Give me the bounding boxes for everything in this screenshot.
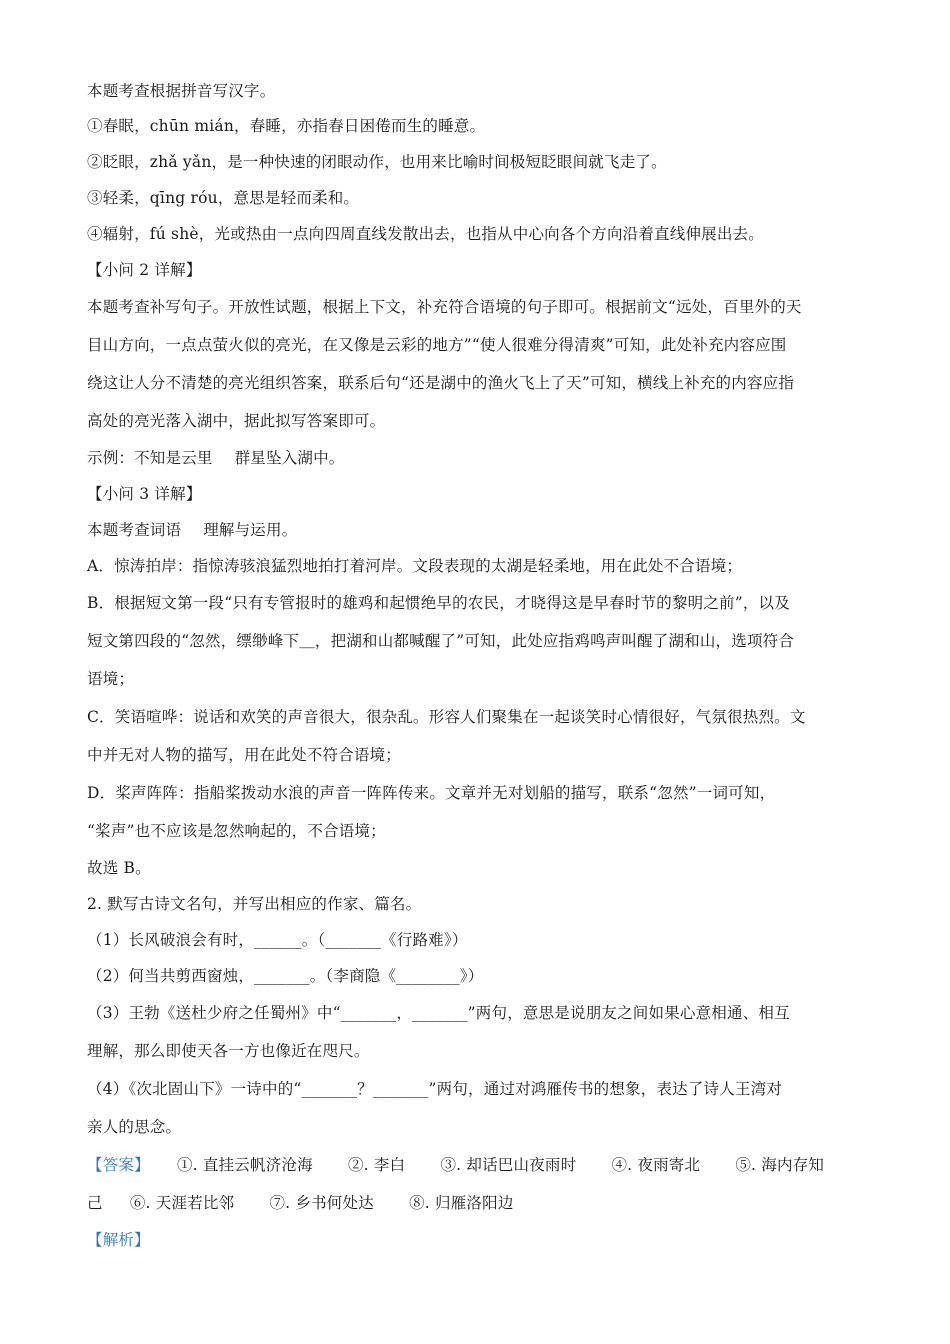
answer-row-2: [87, 1184, 865, 1222]
q2-line-4: 高处的亮光落入湖中，据此拟写答案即可。: [87, 412, 386, 430]
q2-example: [87, 440, 865, 476]
q2-line-1: 本题考查补写句子。开放性试题，根据上下文，补充符合语境的句子即可。根据前文“远处，百里外的天: [87, 298, 802, 316]
answer-item-7: ⑦. 乡书何处达: [269, 1194, 374, 1212]
q1-item-2: ②眨眼，zhǎ yǎn，是一种快速的闭眼动作，也用来比喻时间极短眨眼间就飞走了。: [87, 153, 667, 171]
q4-title: 2. 默写古诗文名句，并写出相应的作家、篇名。: [87, 895, 422, 913]
q3-option-c-line-2: 中并无对人物的描写，用在此处不符合语境；: [87, 746, 402, 764]
q4-part-1: （1）长风破浪会有时，______。（_______《行路难》）: [87, 931, 468, 949]
answer-item-8: ⑧. 归雁洛阳边: [409, 1194, 514, 1212]
q1-item-1: ①春眠，chūn mián，春睡，亦指春日困倦而生的睡意。: [87, 117, 486, 135]
answer-item-4: ④. 夜雨寄北: [611, 1156, 701, 1174]
q3-intro: [87, 512, 865, 548]
q1-intro: 本题考查根据拼音写汉字。: [87, 82, 276, 100]
q4-part-2: （2）何当共剪西窗烛，_______。（李商隐《________》）: [87, 967, 484, 985]
q4-part-3-line-1: （3）王勃《送杜少府之任蜀州》中“_______，_______”两句，意思是说朋友之间如果心意相通、相互: [87, 1004, 790, 1022]
answer-item-5-part-b: 己: [87, 1194, 103, 1212]
q3-option-d-line-2: “桨声”也不应该是忽然响起的，不合语境；: [87, 822, 386, 840]
q3-option-d-line-1: D．桨声阵阵：指船桨拨动水浪的声音一阵阵传来。文章并无对划船的描写，联系“忽然”一词可知，: [87, 784, 776, 802]
q2-example-part-a: 示例：不知是云里: [87, 449, 213, 467]
q4-part-3-line-2: 理解，那么即使天各一方也像近在咫尺。: [87, 1042, 370, 1060]
q2-line-2: 目山方向，一点点萤火似的亮光，在又像是云彩的地方”“使人很难分得清爽”可知，此处补充内容应围: [87, 336, 787, 354]
q3-conclusion: 故选 B。: [87, 859, 151, 877]
q3-option-b-line-1: B．根据短文第一段“只有专管报时的雄鸡和起惯绝早的农民，才晓得这是早春时节的黎明之前”，以及: [87, 594, 790, 612]
q3-option-c-line-1: C．笑语喧哗：说话和欢笑的声音很大，很杂乱。形容人们聚集在一起谈笑时心情很好，气氛很热烈。文: [87, 708, 806, 726]
answer-item-5-part-a: ⑤. 海内存知: [735, 1156, 825, 1174]
answer-item-6: ⑥. 天涯若比邻: [129, 1194, 235, 1212]
q3-option-a: A．惊涛拍岸：指惊涛骇浪猛烈地拍打着河岸。文段表现的太湖是轻柔地，用在此处不合语境；: [87, 557, 743, 575]
answer-item-1: ①. 直挂云帆济沧海: [176, 1156, 313, 1174]
q1-item-4: ④辐射，fú shè，光或热由一点向四周直线发散出去，也指从中心向各个方向沿着直线伸展出去。: [87, 225, 764, 243]
q3-intro-part-b: 理解与运用。: [203, 521, 298, 539]
q2-heading: 【小问 2 详解】: [87, 261, 202, 279]
answer-label: 【答案】: [87, 1156, 150, 1174]
q1-item-3: ③轻柔，qīng róu，意思是轻而柔和。: [87, 189, 360, 207]
analysis-label: 【解析】: [87, 1231, 150, 1249]
q2-example-part-b: 群星坠入湖中。: [234, 449, 345, 467]
answer-item-3: ③. 却话巴山夜雨时: [440, 1156, 577, 1174]
q4-part-4-line-1: （4）《次北固山下》一诗中的“_______？_______”两句，通过对鸿雁传书的想象，表达了诗人王湾对: [87, 1080, 783, 1098]
answer-item-2: ②. 李白: [347, 1156, 406, 1174]
document-page: [87, 74, 865, 1258]
answer-row-1: [87, 1146, 865, 1184]
q3-option-b-line-2: 短文第四段的“忽然，缥缈峰下＿，把湖和山都喊醒了”可知，此处应指鸡鸣声叫醒了湖和山，选项符合: [87, 632, 795, 650]
q3-heading: 【小问 3 详解】: [87, 485, 202, 503]
q2-line-3: 绕这让人分不清楚的亮光组织答案，联系后句“还是湖中的渔火飞上了天”可知，横线上补充的内容应指: [87, 374, 795, 392]
q3-option-b-line-3: 语境；: [87, 670, 135, 688]
q4-part-4-line-2: 亲人的思念。: [87, 1118, 182, 1136]
q3-intro-part-a: 本题考查词语: [87, 521, 182, 539]
